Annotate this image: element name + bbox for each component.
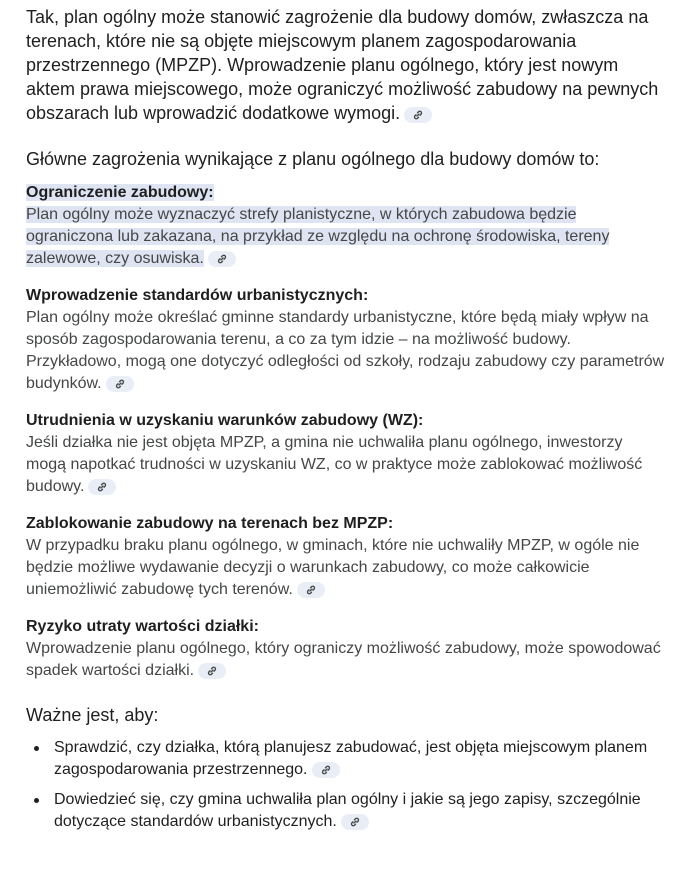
list-item	[54, 737, 666, 781]
section-building-restriction	[26, 182, 666, 270]
section-title: Zablokowanie zabudowy na terenach bez MPZP:	[26, 515, 394, 532]
citation-chip[interactable]	[208, 251, 236, 267]
citation-chip[interactable]	[341, 814, 369, 830]
important-heading: Ważne jest, aby:	[26, 705, 159, 725]
section-title: Ograniczenie zabudowy:	[26, 184, 214, 201]
link-icon	[96, 481, 108, 493]
citation-chip[interactable]	[88, 479, 116, 495]
link-icon	[412, 109, 424, 121]
section-body: W przypadku braku planu ogólnego, w gminach, które nie uchwaliły MPZP, w ogóle nie będzie możliwe wydawanie decyzji o warunkach zabudowy, co może całkowicie uniemożliwić zabudowę tych terenów.	[26, 537, 640, 598]
section-body: Plan ogólny może określać gminne standardy urbanistyczne, które będą miały wpływ na sposób zagospodarowania terenu, a co za tym idzie – na możliwość budowy. Przykładowo, mogą one dotyczyć odległości od szkoły, rodzaju zabudowy czy parametrów budynków.	[26, 309, 665, 392]
section-body: Jeśli działka nie jest objęta MPZP, a gmina nie uchwaliła planu ogólnego, inwestorzy mogą napotkać trudności w uzyskaniu WZ, co w praktyce może zablokować możliwość budowy.	[26, 434, 643, 495]
list-item	[54, 789, 666, 833]
section-body: Plan ogólny może wyznaczyć strefy planistyczne, w których zabudowa będzie ograniczona lub zakazana, na przykład ze względu na ochronę środowiska, tereny zalewowe, czy osuwiska.	[26, 206, 610, 267]
section-wz-difficulties	[26, 410, 666, 498]
section-blocked-development	[26, 513, 666, 601]
link-icon	[305, 584, 317, 596]
link-icon	[216, 253, 228, 265]
list-item-text: Sprawdzić, czy działka, którą planujesz zabudować, jest objęta miejscowym planem zagospodarowania przestrzennego.	[54, 739, 648, 778]
citation-chip[interactable]	[404, 107, 432, 123]
citation-chip[interactable]	[198, 663, 226, 679]
citation-chip[interactable]	[106, 376, 134, 392]
intro-text: Tak, plan ogólny może stanowić zagrożenie dla budowy domów, zwłaszcza na terenach, które nie są objęte miejscowym planem zagospodarowania przestrzennego (MPZP). Wprowadzenie planu ogólnego, który jest nowym aktem prawa miejscowego, może ograniczyć możliwość zabudowy na pewnych obszarach lub wprowadzić dodatkowe wymogi.	[26, 7, 659, 123]
link-icon	[206, 665, 218, 677]
citation-chip[interactable]	[297, 582, 325, 598]
section-title: Wprowadzenie standardów urbanistycznych:	[26, 287, 369, 304]
recommendation-list	[26, 737, 666, 833]
section-body: Wprowadzenie planu ogólnego, który ograniczy możliwość zabudowy, może spowodować spadek wartości działki.	[26, 640, 661, 679]
lead-paragraph: Główne zagrożenia wynikające z planu ogólnego dla budowy domów to:	[26, 149, 600, 169]
section-title: Utrudnienia w uzyskaniu warunków zabudowy (WZ):	[26, 412, 424, 429]
link-icon	[114, 378, 126, 390]
section-value-loss	[26, 616, 666, 682]
link-icon	[349, 816, 361, 828]
section-title: Ryzyko utraty wartości działki:	[26, 618, 259, 635]
section-urban-standards	[26, 285, 666, 395]
citation-chip[interactable]	[312, 762, 340, 778]
intro-paragraph	[26, 5, 666, 125]
link-icon	[320, 764, 332, 776]
list-item-text: Dowiedzieć się, czy gmina uchwaliła plan ogólny i jakie są jego zapisy, szczególnie dotyczące standardów urbanistycznych.	[54, 791, 641, 830]
